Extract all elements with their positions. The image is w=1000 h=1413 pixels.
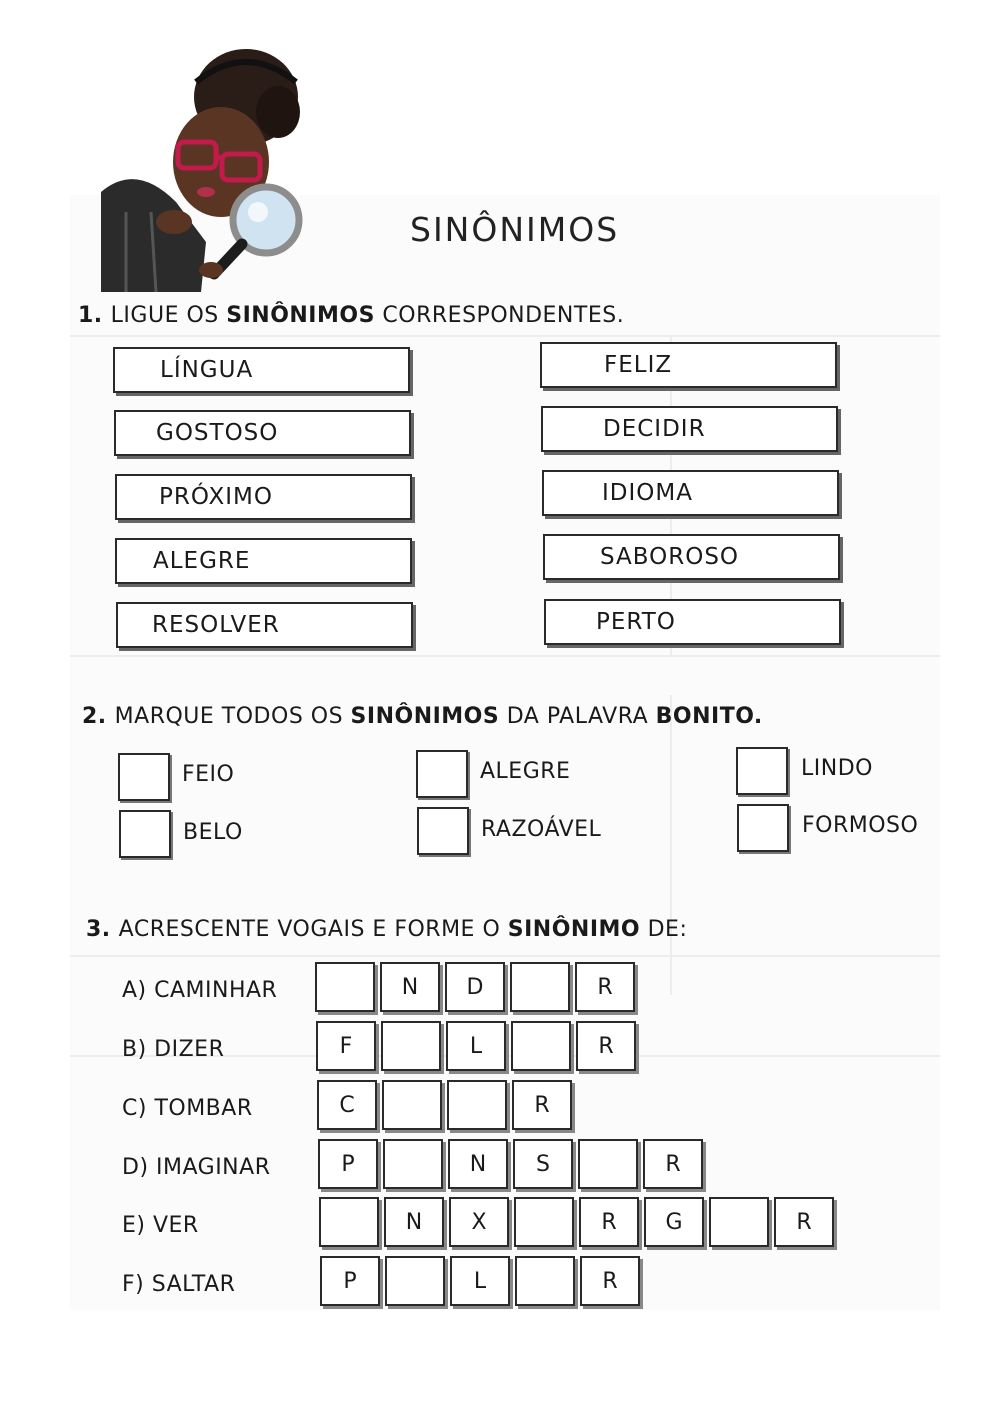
letter-cell-filled: N [380,962,440,1012]
letter-cell-blank[interactable] [510,962,570,1012]
letter-cell-filled: R [512,1080,572,1130]
letter-cell-filled: R [643,1139,703,1189]
letter-cell-blank[interactable] [382,1080,442,1130]
letter-cell-blank[interactable] [315,962,375,1012]
question-number: 1. [78,303,103,328]
match-right-word-3[interactable]: IDIOMA [542,470,839,516]
checkbox-alegre[interactable] [416,750,468,798]
match-right-word-5[interactable]: PERTO [544,599,841,645]
match-left-word-4[interactable]: ALEGRE [115,538,412,584]
option-label: LINDO [801,756,873,781]
word-clue-label: A) CAMINHAR [122,978,278,1003]
letter-cell-filled: R [579,1197,639,1247]
match-left-word-2[interactable]: GOSTOSO [114,410,411,456]
letter-cell-blank[interactable] [383,1139,443,1189]
question-1-prompt: 1. LIGUE OS SINÔNIMOS CORRESPONDENTES. [78,303,625,328]
word-clue-label: C) TOMBAR [122,1096,253,1121]
letter-cell-filled: R [774,1197,834,1247]
checkbox-formoso[interactable] [737,804,789,852]
letter-cell-blank[interactable] [515,1256,575,1306]
letter-cell-blank[interactable] [319,1197,379,1247]
question-number: 3. [86,917,111,942]
option-label: RAZOÁVEL [481,817,602,842]
letter-cell-filled: C [317,1080,377,1130]
option-label: FEIO [182,762,235,787]
letter-cell-blank[interactable] [385,1256,445,1306]
letter-cell-filled: R [575,962,635,1012]
checkbox-belo[interactable] [119,810,171,858]
letter-cell-blank[interactable] [511,1021,571,1071]
checkbox-feio[interactable] [118,753,170,801]
match-left-word-3[interactable]: PRÓXIMO [115,474,412,520]
letter-cell-blank[interactable] [709,1197,769,1247]
question-2-prompt: 2. MARQUE TODOS OS SINÔNIMOS DA PALAVRA BONITO. [82,704,763,729]
question-3-prompt: 3. ACRESCENTE VOGAIS E FORME O SINÔNIMO DE: [86,917,688,942]
letter-cell-filled: G [644,1197,704,1247]
checkbox-lindo[interactable] [736,747,788,795]
letter-cell-filled: P [320,1256,380,1306]
letter-cell-filled: S [513,1139,573,1189]
letter-cell-filled: X [449,1197,509,1247]
word-clue-label: F) SALTAR [122,1272,236,1297]
letter-cell-filled: N [448,1139,508,1189]
option-label: FORMOSO [802,813,919,838]
letter-cell-blank[interactable] [447,1080,507,1130]
letter-cell-filled: L [446,1021,506,1071]
match-right-word-2[interactable]: DECIDIR [541,406,838,452]
letter-cell-blank[interactable] [578,1139,638,1189]
checkbox-razoavel[interactable] [417,807,469,855]
letter-cell-filled: P [318,1139,378,1189]
match-right-word-4[interactable]: SABOROSO [543,534,840,580]
letter-cell-blank[interactable] [514,1197,574,1247]
letter-cell-filled: D [445,962,505,1012]
letter-cell-blank[interactable] [381,1021,441,1071]
letter-cell-filled: R [580,1256,640,1306]
word-clue-label: E) VER [122,1213,199,1238]
match-right-word-1[interactable]: FELIZ [540,342,837,388]
letter-cell-filled: R [576,1021,636,1071]
word-clue-label: B) DIZER [122,1037,225,1062]
detective-avatar-illustration [96,42,311,292]
match-left-word-5[interactable]: RESOLVER [116,602,413,648]
letter-cell-filled: L [450,1256,510,1306]
option-label: ALEGRE [480,759,571,784]
page-title: SINÔNIMOS [410,210,620,249]
word-clue-label: D) IMAGINAR [122,1155,271,1180]
question-number: 2. [82,704,107,729]
letter-cell-filled: N [384,1197,444,1247]
match-left-word-1[interactable]: LÍNGUA [113,347,410,393]
option-label: BELO [183,820,243,845]
letter-cell-filled: F [316,1021,376,1071]
